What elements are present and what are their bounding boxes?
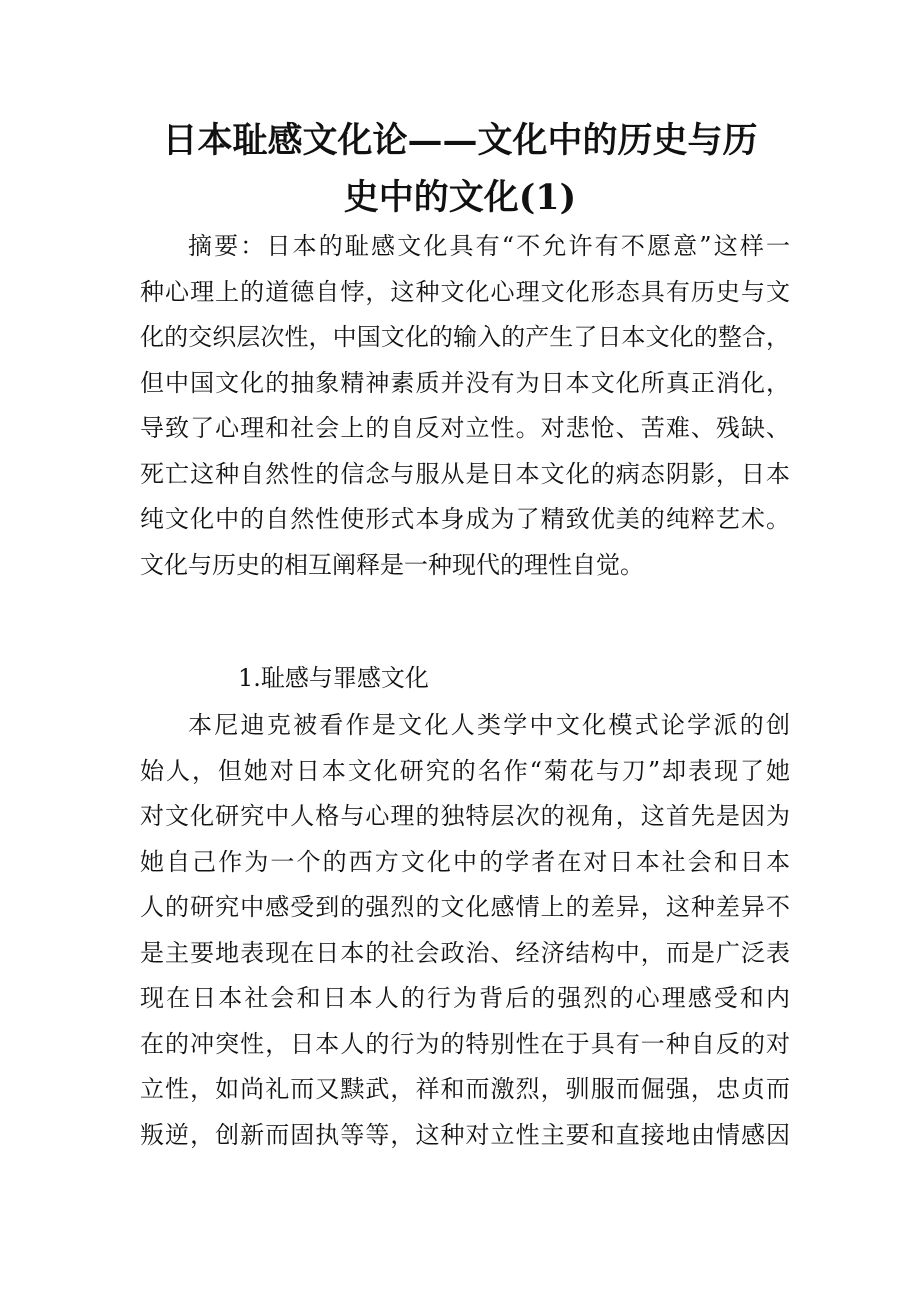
body-line: 人的研究中感受到的强烈的文化感情上的差异，这种差异不 [140,893,790,921]
abstract-line: 文化与历史的相互阐释是一种现代的理性自觉。 [140,550,644,579]
abstract-paragraph [140,224,790,588]
abstract-line: 死亡这种自然性的信念与服从是日本文化的病态阴影，日本 [140,459,790,488]
body-line: 在的冲突性，日本人的行为的特别性在于具有一种自反的对 [140,1029,790,1058]
abstract-line: 导致了心理和社会上的自反对立性。对悲怆、苦难、残缺、 [140,414,790,442]
abstract-line: 纯文化中的自然性使形式本身成为了精致优美的纯粹艺术。 [140,505,790,533]
body-line: 本尼迪克被看作是文化人类学中文化模式论学派的创 [188,711,790,739]
abstract-line: 种心理上的道德自悖，这种文化心理文化形态具有历史与文 [140,277,790,306]
body-line: 对文化研究中人格与心理的独特层次的视角，这首先是因为 [140,802,790,830]
abstract-line: 摘要：日本的耻感文化具有“不允许有不愿意”这样一 [188,232,790,260]
abstract-line: 化的交织层次性，中国文化的输入的产生了日本文化的整合， [140,323,790,351]
section-body-paragraph [140,703,790,1158]
title-line-2: 史中的文化(1) [343,177,577,218]
body-line: 现在日本社会和日本人的行为背后的强烈的心理感受和内 [140,984,790,1012]
body-line: 是主要地表现在日本的社会政治、经济结构中，而是广泛表 [140,938,790,967]
body-line: 立性，如尚礼而又黩武，祥和而激烈，驯服而倔强，忠贞而 [140,1075,790,1103]
abstract-line: 但中国文化的抽象精神素质并没有为日本文化所真正消化， [140,368,790,397]
body-line: 她自己作为一个的西方文化中的学者在对日本社会和日本 [140,847,790,876]
section-heading: 1.耻感与罪感文化 [238,664,429,692]
body-line: 叛逆，创新而固执等等，这种对立性主要和直接地由情感因 [140,1120,790,1149]
document-title [130,112,790,226]
body-line: 始人，但她对日本文化研究的名作“菊花与刀”却表现了她 [140,756,790,785]
title-line-1: 日本耻感文化论——文化中的历史与历 [162,120,758,161]
